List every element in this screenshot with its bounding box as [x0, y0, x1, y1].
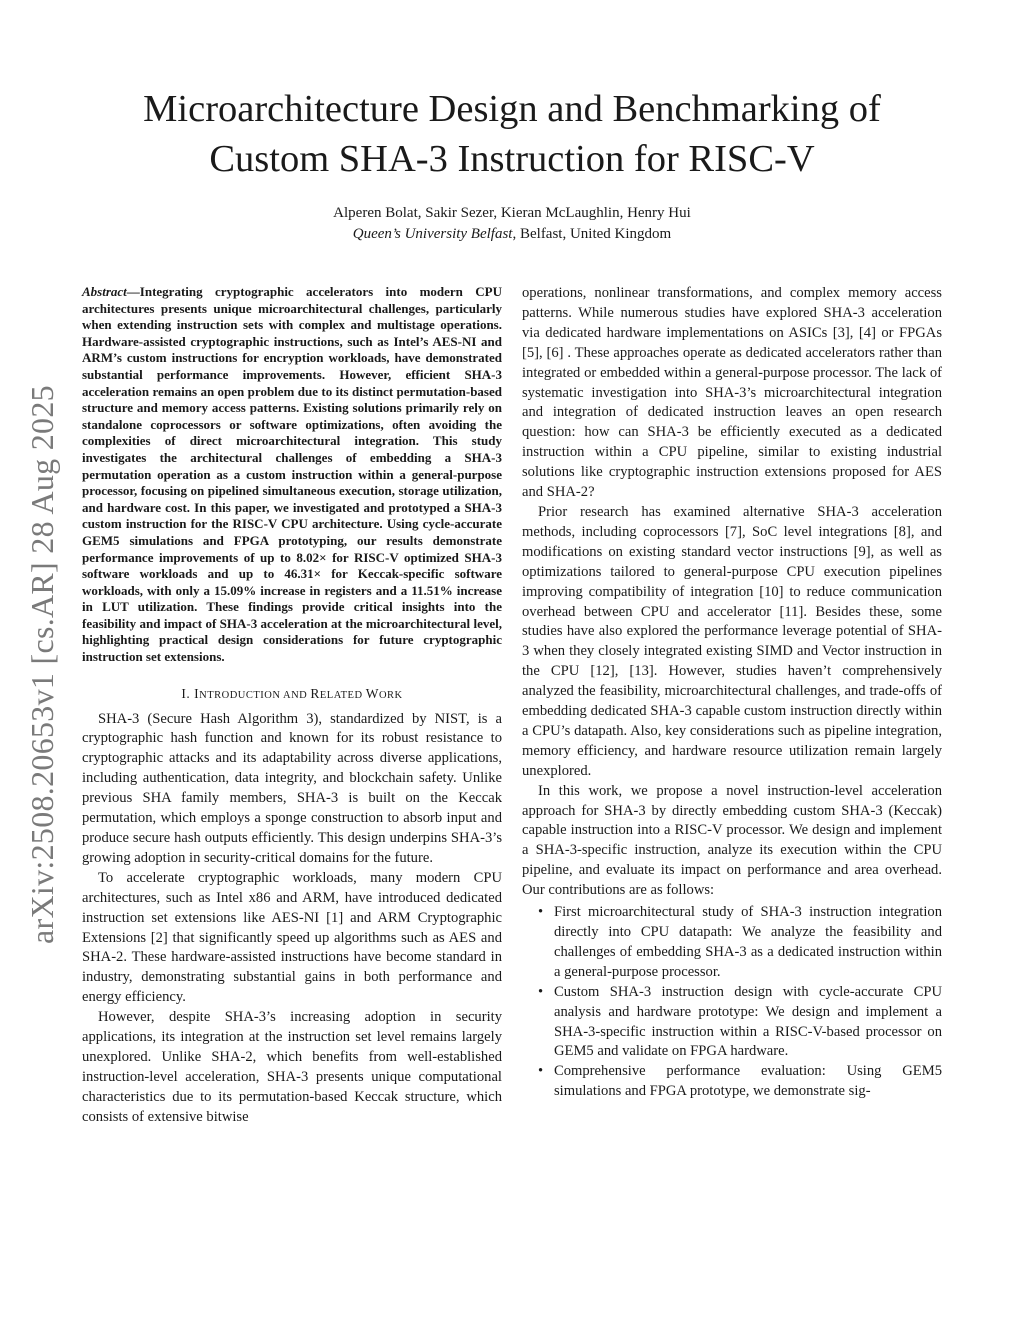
paragraph: However, despite SHA-3’s increasing adoption in security applications, its integration at the instruction set level remains largely unexplored. Unlike SHA-2, which benefits from well-established instruction-level acceleration, SHA-3 presents unique computational characteristics due to its permutation-based Keccak structure, which consists of extensive bitwise	[82, 1009, 502, 1125]
abstract-label: Abstract	[82, 284, 127, 299]
heading-cap-3: W	[365, 685, 379, 701]
affiliation-university: Queen’s University Belfast	[352, 226, 513, 242]
heading-rest-1: NTRODUCTION AND	[199, 689, 311, 701]
list-item	[538, 983, 942, 1063]
title-line-2: Custom SHA-3 Instruction for RISC-V	[209, 138, 815, 180]
paragraph: operations, nonlinear transformations, and complex memory access patterns. While numerous studies have explored SHA-3 acceleration via dedicated hardware implementations on ASICs [3], [4] or FPGAs [5], [6] . These approaches operate as dedicated accelerators rather than integrated or embedded within a general-purpose processor. The lack of systematic investigation into SHA-3’s microarchitectural integration and integration of dedicated instruction leaves an open research question: how can SHA-3 be efficiently executed as a dedicated instruction within a CPU pipeline, similar to existing industrial solutions like cryptographic instruction extensions proposed for AES and SHA-2?	[522, 285, 942, 501]
author-list: Alperen Bolat, Sakir Sezer, Kieran McLaughlin, Henry Hui	[333, 205, 691, 221]
heading-rest-3: ORK	[378, 689, 403, 701]
section-heading-introduction	[82, 684, 502, 706]
affiliation	[80, 224, 944, 245]
paragraph: Prior research has examined alternative SHA-3 acceleration methods, including coprocessors [7], SoC level integrations [8], and modifications on existing standard vector instructions [9], as well as optimizations tailored to general-purpose CPU execution pipelines improving compatibility of integration [10] to reduce communication overhead between CPU and accelerator [11]. Besides these, some studies have also explored the performance leverage potential of SHA-3 when they closely integrated existing SIMD and Vector instruction in the CPU [12], [13]. However, studies haven’t comprehensively analyzed the feasibility, microarchitectural challenges, and trade-offs of embedding dedicated SHA-3 capable custom instruction directly within a CPU’s datapath. Also, key considerations such as pipeline integration, memory efficiency, and hardware resource utilization remain largely unexplored.	[522, 503, 942, 779]
paragraph: In this work, we propose a novel instruction-level acceleration approach for SHA-3 by directly embedding custom SHA-3 (Keccak) capable instruction into a RISC-V processor. We design and implement a SHA-3-specific instruction, analyze its execution within the CPU pipeline, and evaluate its impact on performance and area overhead. Our contributions are as follows:	[522, 782, 942, 899]
list-item	[538, 903, 942, 983]
list-item-text: Comprehensive performance evaluation: Using GEM5 simulations and FPGA prototype, we demonstrate sig-	[554, 1063, 942, 1100]
heading-rest-2: ELATED	[319, 689, 366, 701]
bullet-icon: •	[538, 904, 544, 921]
arxiv-identifier	[22, 368, 62, 960]
paragraph: To accelerate cryptographic workloads, many modern CPU architectures, such as Intel x86 and ARM, have introduced dedicated instruction set extensions like AES-NI [1] and ARM Cryptographic Extensions [2] that significantly speed up algorithms such as AES and SHA-2. These hardware-assisted instructions have become standard in industry, demonstrating substantial gains in both performance and energy efficiency.	[82, 869, 502, 1006]
list-item-text: First microarchitectural study of SHA-3 instruction integration directly into CPU datapath: We analyze the feasibility and challenges of embedding SHA-3 as a dedicated instruction within a general-purpose processor.	[554, 904, 942, 980]
contributions-list	[522, 903, 942, 1102]
left-column	[82, 284, 502, 1128]
bullet-icon: •	[538, 1063, 544, 1080]
heading-cap-1: I	[194, 685, 200, 701]
paper-title	[80, 84, 944, 184]
list-item-text: Custom SHA-3 instruction design with cycle-accurate CPU analysis and hardware prototype: We design and implement a SHA-3-specific instruction within a RISC-V-based processor on GEM5 and validate on FPGA hardware.	[554, 983, 942, 1060]
bullet-icon: •	[538, 983, 544, 1000]
abstract-text: —Integrating cryptographic accelerators into modern CPU architectures presents unique microarchitectural challenges, particularly when extending instruction sets with complex and multistage operations. Hardware-assisted cryptographic instructions, such as Intel’s AES-NI and ARM’s custom instructions for encryption workloads, have demonstrated substantial performance improvements. However, efficient SHA-3 acceleration remains an open problem due to its distinct permutation-based structure and memory access patterns. Existing solutions primarily rely on standalone coprocessors or software optimizations, often avoiding the complexities of direct microarchitectural integration. This study investigates the architectural challenges of embedding a SHA-3 permutation operation as a custom instruction within a general-purpose processor, focusing on pipelined simultaneous execution, storage utilization, and hardware cost. In this paper, we investigated and prototyped a SHA-3 custom instruction for the RISC-V CPU architecture. Using cycle-accurate GEM5 simulations and FPGA prototyping, our results demonstrate performance improvements of up to 8.02× for RISC-V optimized SHA-3 software workloads and up to 46.31× for Keccak-specific software workloads, with only a 15.09% increase in registers and a 11.51% increase in LUT utilization. These findings provide critical insights into the feasibility and impact of SHA-3 acceleration at the microarchitectural level, highlighting practical design considerations for future cryptographic instruction set extensions.	[82, 284, 502, 665]
section-numeral: I.	[181, 685, 195, 701]
affiliation-location: , Belfast, United Kingdom	[512, 226, 672, 242]
abstract	[82, 284, 502, 666]
list-item	[538, 1062, 942, 1102]
title-line-1: Microarchitecture Design and Benchmarking of	[143, 88, 881, 130]
arxiv-identifier-text: arXiv:2508.20653v1 [cs.AR] 28 Aug 2025	[23, 384, 60, 944]
paragraph: SHA-3 (Secure Hash Algorithm 3), standardized by NIST, is a cryptographic hash function and known for its robust resistance to cryptographic attacks and its adaptability across diverse applications, including authentication, data integrity, and blockchain safety. Unlike previous SHA family members, SHA-3 is built on the Keccak permutation, which employs a sponge construction to absorb input and produce secure hash outputs efficiently. This design underpins SHA-3’s growing adoption in security-critical domains for the future.	[82, 710, 502, 866]
right-column	[522, 284, 942, 1102]
heading-cap-2: R	[310, 685, 320, 701]
